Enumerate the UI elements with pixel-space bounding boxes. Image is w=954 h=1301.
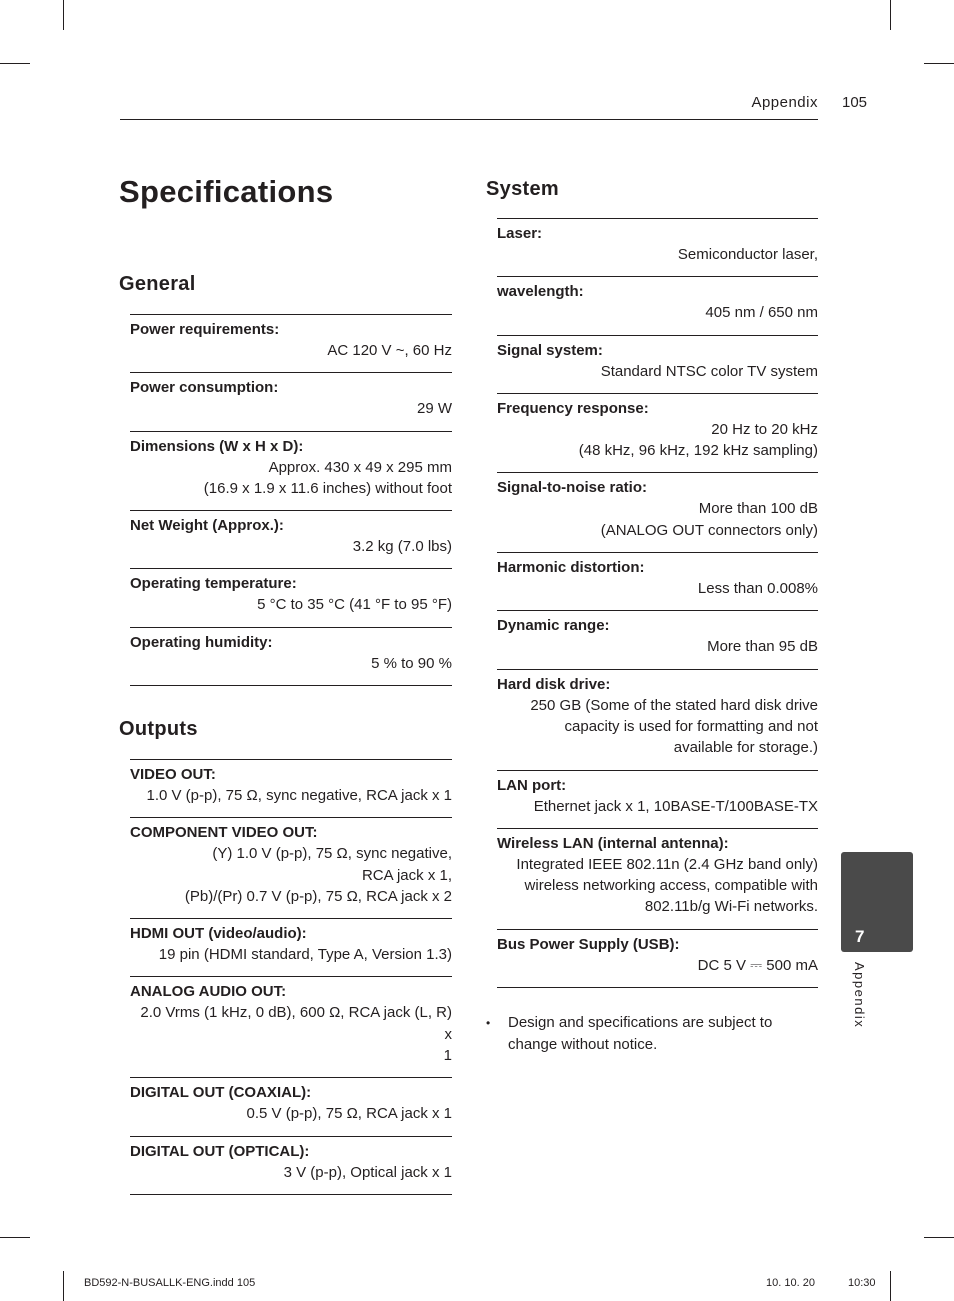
spec-label: Bus Power Supply (USB):	[497, 935, 680, 953]
footer-file: BD592-N-BUSALLK-ENG.indd 105	[84, 1277, 256, 1289]
system-spec-table	[497, 218, 818, 988]
spec-value	[130, 1103, 452, 1124]
spec-value-line: AC 120 V ~, 60 Hz	[327, 342, 452, 359]
note-text: Design and specifications are subject to change without notice.	[508, 1014, 773, 1053]
crop-mark	[890, 0, 891, 30]
spec-row	[130, 1077, 452, 1135]
spec-value-line: 29 W	[416, 400, 452, 418]
spec-value-line: (Pb)/(Pr) 0.7 V (p-p), 75 Ω, RCA jack x 2	[184, 887, 452, 905]
general-spec-table	[130, 314, 452, 686]
crop-mark	[924, 1237, 954, 1238]
spec-label: Harmonic distortion:	[497, 559, 645, 577]
spec-label: Dynamic range:	[497, 617, 610, 635]
spec-row	[130, 976, 452, 1077]
spec-label: Frequency response:	[497, 399, 649, 417]
spec-value	[497, 419, 818, 462]
spec-value	[497, 498, 818, 541]
crop-mark	[924, 63, 954, 64]
running-header	[120, 94, 818, 120]
spec-value-line: More than 95 dB	[707, 638, 818, 656]
spec-value	[130, 1002, 452, 1066]
chapter-label: Appendix	[852, 962, 867, 1029]
spec-value	[130, 594, 452, 615]
spec-value-line: Standard NTSC color TV system	[600, 362, 818, 380]
spec-row	[130, 918, 452, 976]
system-heading: System	[486, 178, 559, 200]
spec-value	[130, 653, 452, 674]
spec-row	[130, 760, 452, 817]
spec-value	[497, 796, 818, 817]
crop-mark	[0, 1237, 30, 1238]
spec-label: Dimensions (W x H x D):	[130, 437, 304, 455]
crop-mark	[0, 63, 30, 64]
spec-label: Operating temperature:	[130, 575, 297, 593]
spec-row	[497, 929, 818, 987]
spec-label: DIGITAL OUT (OPTICAL):	[130, 1142, 310, 1160]
spec-value	[497, 302, 818, 323]
spec-label: COMPONENT VIDEO OUT:	[130, 824, 318, 842]
page-title: Specifications	[119, 174, 334, 209]
spec-value-line: 1	[443, 1047, 452, 1065]
spec-value	[497, 955, 818, 976]
spec-value	[130, 944, 452, 965]
spec-value	[497, 244, 818, 265]
spec-row	[497, 610, 818, 668]
spec-value-line: 20 Hz to 20 kHz	[711, 420, 818, 438]
spec-value-line: Approx. 430 x 49 x 295 mm	[268, 458, 452, 476]
spec-label: Operating humidity:	[130, 633, 273, 651]
spec-row	[130, 431, 452, 511]
spec-label: LAN port:	[497, 776, 567, 794]
spec-value-line: 5 °C to 35 °C (41 °F to 95 °F)	[257, 596, 452, 614]
spec-row	[130, 315, 452, 372]
spec-value-line: 1.0 V (p-p), 75 Ω, sync negative, RCA jack x 1	[146, 787, 452, 804]
spec-value-line: 19 pin (HDMI standard, Type A, Version 1.3)	[158, 946, 452, 964]
spec-value-line: 802.11b/g Wi-Fi networks.	[644, 898, 818, 916]
spec-value-line: (ANALOG OUT connectors only)	[600, 521, 818, 539]
spec-row	[497, 276, 818, 334]
spec-value-line: (Y) 1.0 V (p-p), 75 Ω, sync negative,	[212, 845, 452, 863]
header-section: Appendix	[751, 94, 818, 111]
spec-value-line: available for storage.)	[673, 739, 818, 757]
spec-value-line: More than 100 dB	[698, 500, 818, 518]
spec-label: Power consumption:	[130, 379, 279, 397]
spec-value	[130, 1162, 452, 1183]
spec-value-line: 5 % to 90 %	[371, 654, 452, 672]
spec-value	[497, 854, 818, 918]
spec-label: Laser:	[497, 225, 543, 242]
spec-row	[497, 335, 818, 393]
footer-time: 10:30	[848, 1277, 876, 1289]
spec-row	[130, 568, 452, 626]
spec-row	[130, 627, 452, 685]
page-number: 105	[842, 94, 868, 111]
spec-value-line: 250 GB (Some of the stated hard disk drive	[530, 696, 818, 714]
specifications-note	[486, 1012, 826, 1056]
spec-value	[497, 361, 818, 382]
spec-label: Power requirements:	[130, 321, 280, 338]
crop-mark	[890, 1271, 891, 1301]
spec-label: Wireless LAN (internal antenna):	[497, 834, 729, 852]
spec-row	[130, 372, 452, 430]
spec-label: Net Weight (Approx.):	[130, 517, 284, 535]
spec-value-line: DC 5 V ⎓ 500 mA	[697, 956, 818, 974]
spec-row	[130, 510, 452, 568]
spec-label: Signal-to-noise ratio:	[497, 479, 647, 497]
spec-row	[497, 828, 818, 929]
crop-mark	[63, 1271, 64, 1301]
outputs-spec-table	[130, 759, 452, 1195]
spec-value	[497, 578, 818, 599]
spec-row	[130, 1136, 452, 1194]
spec-value	[130, 785, 452, 806]
outputs-heading: Outputs	[119, 718, 198, 740]
general-heading: General	[119, 273, 196, 295]
spec-row	[497, 472, 818, 552]
spec-value	[130, 457, 452, 500]
spec-row	[497, 552, 818, 610]
footer-date: 10. 10. 20	[766, 1277, 815, 1289]
spec-row	[497, 393, 818, 473]
spec-label: Hard disk drive:	[497, 675, 611, 693]
spec-label: Signal system:	[497, 341, 603, 359]
spec-value	[130, 340, 452, 361]
spec-value	[497, 636, 818, 657]
spec-value-line: Ethernet jack x 1, 10BASE-T/100BASE-TX	[533, 797, 818, 815]
spec-label: ANALOG AUDIO OUT:	[130, 983, 287, 1001]
chapter-number: 7	[855, 927, 865, 946]
spec-row	[130, 817, 452, 918]
spec-value	[497, 695, 818, 759]
crop-mark	[63, 0, 64, 30]
spec-label: HDMI OUT (video/audio):	[130, 925, 307, 943]
spec-value-line: (48 kHz, 96 kHz, 192 kHz sampling)	[578, 442, 818, 460]
spec-value-line: wireless networking access, compatible with	[524, 877, 818, 895]
spec-value-line: RCA jack x 1,	[361, 866, 452, 884]
spec-value-line: 0.5 V (p-p), 75 Ω, RCA jack x 1	[246, 1105, 452, 1123]
spec-value-line: Semiconductor laser,	[677, 246, 818, 263]
spec-value	[130, 843, 452, 907]
spec-value-line: capacity is used for formatting and not	[564, 717, 818, 735]
spec-value-line: Integrated IEEE 802.11n (2.4 GHz band only)	[516, 855, 818, 873]
spec-row	[497, 669, 818, 770]
spec-value	[130, 398, 452, 419]
spec-row	[497, 770, 818, 828]
chapter-tab	[841, 852, 913, 952]
spec-label: VIDEO OUT:	[130, 766, 216, 783]
spec-value-line: 3.2 kg (7.0 lbs)	[352, 538, 452, 556]
spec-value-line: Less than 0.008%	[697, 580, 818, 598]
bullet: •	[486, 1016, 491, 1030]
spec-value	[130, 536, 452, 557]
spec-label: wavelength:	[497, 283, 584, 301]
spec-value-line: 2.0 Vrms (1 kHz, 0 dB), 600 Ω, RCA jack (L, R) x	[140, 1004, 452, 1043]
spec-value-line: 3 V (p-p), Optical jack x 1	[283, 1163, 452, 1181]
spec-value-line: 405 nm / 650 nm	[705, 304, 818, 322]
spec-row	[497, 219, 818, 276]
spec-value-line: (16.9 x 1.9 x 11.6 inches) without foot	[203, 479, 452, 497]
spec-label: DIGITAL OUT (COAXIAL):	[130, 1084, 312, 1102]
